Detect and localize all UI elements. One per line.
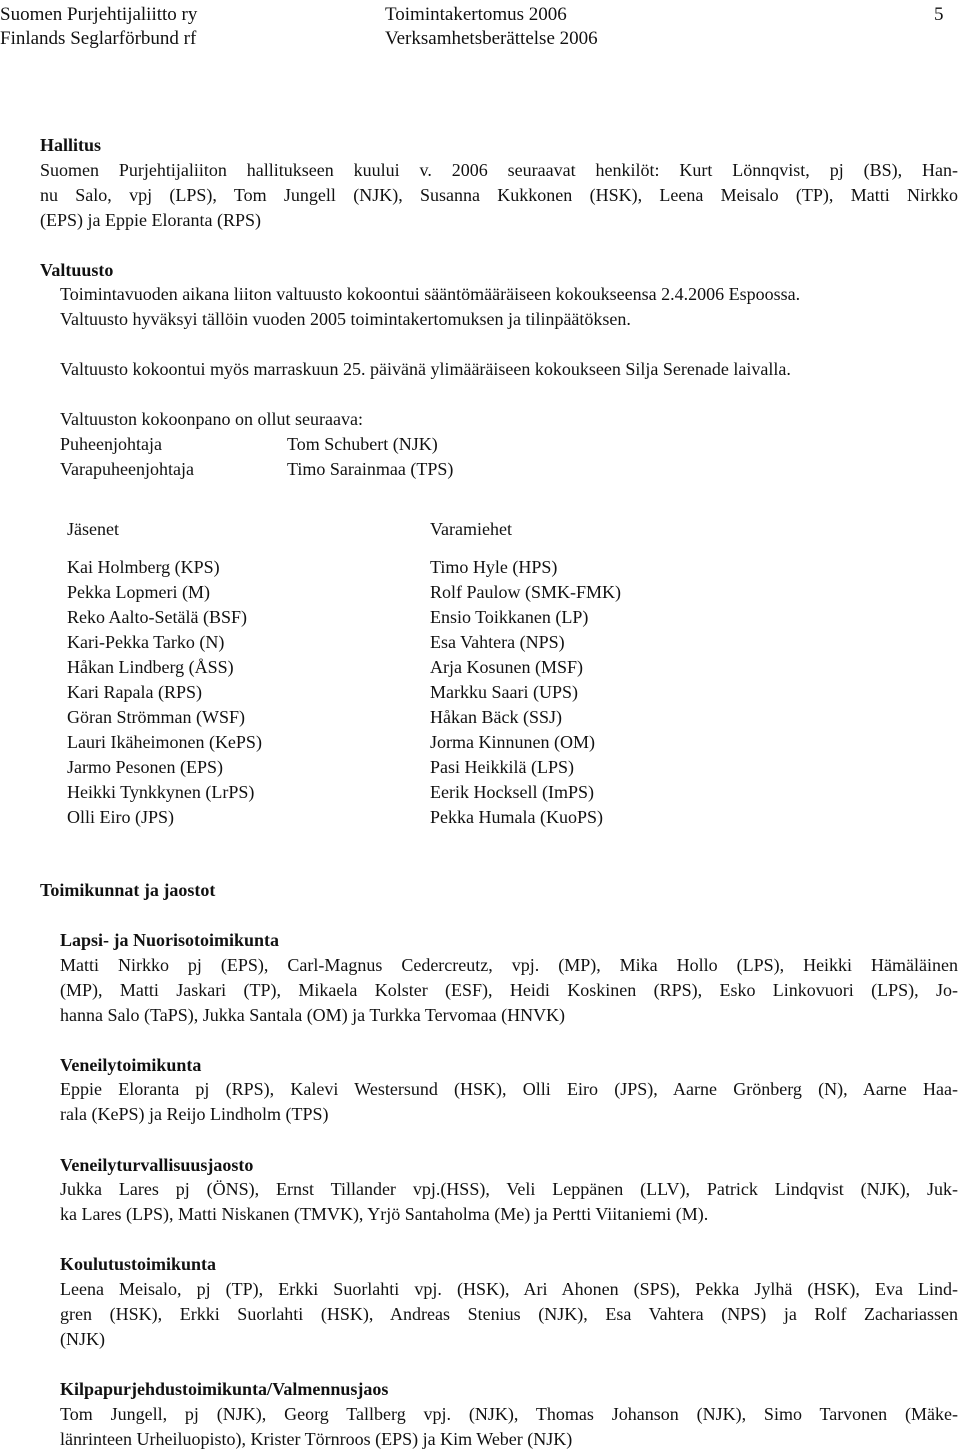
- deputy-item: Pekka Humala (KuoPS): [430, 807, 603, 827]
- committee-name-turvallisuus: Veneilyturvallisuusjaosto: [60, 1155, 254, 1175]
- hallitus-paragraph: [40, 158, 958, 233]
- hallitus-line: nu Salo, vpj (LPS), Tom Jungell (NJK), Susanna Kukkonen (HSK), Leena Meisalo (TP), Matti Nirkko: [40, 185, 958, 205]
- deputy-item: Esa Vahtera (NPS): [430, 632, 565, 652]
- header-report-sv: Verksamhetsberättelse 2006: [385, 28, 598, 49]
- deputy-item: Pasi Heikkilä (LPS): [430, 757, 574, 777]
- committee-members-veneily: [60, 1077, 958, 1127]
- committee-line: Jukka Lares pj (ÖNS), Ernst Tillander vpj.(HSS), Veli Leppänen (LLV), Patrick Lindqvist (NJK), Juk-: [60, 1179, 958, 1199]
- committee-name-kilpapurjehdus: Kilpapurjehdustoimikunta/Valmennusjaos: [60, 1379, 389, 1399]
- member-item: Pekka Lopmeri (M): [67, 582, 210, 602]
- deputy-item: Håkan Bäck (SSJ): [430, 707, 562, 727]
- deputy-item: Eerik Hocksell (ImPS): [430, 782, 594, 802]
- committee-line: Leena Meisalo, pj (TP), Erkki Suorlahti vpj. (HSK), Ari Ahonen (SPS), Pekka Jylhä (HSK), Eva Lind-: [60, 1279, 958, 1299]
- member-item: Olli Eiro (JPS): [67, 807, 175, 827]
- deputy-item: Jorma Kinnunen (OM): [430, 732, 595, 752]
- committee-members-turvallisuus: [60, 1177, 958, 1227]
- deputy-item: Markku Saari (UPS): [430, 682, 578, 702]
- vice-chair-name: Timo Sarainmaa (TPS): [287, 459, 454, 479]
- committee-line: (NJK): [60, 1329, 105, 1349]
- committee-line: Matti Nirkko pj (EPS), Carl-Magnus Cedercreutz, vpj. (MP), Mika Hollo (LPS), Heikki Hämäläinen: [60, 955, 958, 975]
- valtuusto-meeting-line2: Valtuusto hyväksyi tällöin vuoden 2005 toimintakertomuksen ja tilinpäätöksen.: [60, 309, 631, 329]
- page-number: 5: [934, 4, 944, 25]
- chair-name: Tom Schubert (NJK): [287, 434, 438, 454]
- valtuusto-november-meeting: Valtuusto kokoontui myös marraskuun 25. päivänä ylimääräiseen kokoukseen Silja Serenade laivalla.: [60, 359, 791, 379]
- committee-name-koulutus: Koulutustoimikunta: [60, 1254, 217, 1274]
- deputy-item: Timo Hyle (HPS): [430, 557, 558, 577]
- member-item: Håkan Lindberg (ÅSS): [67, 657, 234, 677]
- committee-line: hanna Salo (TaPS), Jukka Santala (OM) ja Turkka Tervomaa (HNVK): [60, 1005, 566, 1025]
- deputy-item: Arja Kosunen (MSF): [430, 657, 583, 677]
- committee-members-koulutus: [60, 1277, 958, 1352]
- member-item: Kari Rapala (RPS): [67, 682, 202, 702]
- committee-line: ka Lares (LPS), Matti Niskanen (TMVK), Yrjö Santaholma (Me) ja Pertti Viitaniemi (M).: [60, 1204, 709, 1224]
- members-list: [67, 555, 262, 830]
- committee-members-kilpapurjehdus: [60, 1402, 958, 1452]
- member-item: Kari-Pekka Tarko (N): [67, 632, 225, 652]
- committee-line: Tom Jungell, pj (NJK), Georg Tallberg vpj. (NJK), Thomas Johanson (NJK), Simo Tarvonen (Mäke-: [60, 1404, 958, 1424]
- committee-members-lapsi: [60, 953, 958, 1028]
- member-item: Kai Holmberg (KPS): [67, 557, 220, 577]
- header-org-sv: Finlands Seglarförbund rf: [0, 28, 197, 49]
- vice-chair-label: Varapuheenjohtaja: [60, 459, 194, 479]
- hallitus-line: (EPS) ja Eppie Eloranta (RPS): [40, 210, 261, 230]
- committee-line: länrinteen Urheiluopisto), Krister Törnroos (EPS) ja Kim Weber (NJK): [60, 1429, 573, 1449]
- committee-name-veneily: Veneilytoimikunta: [60, 1055, 202, 1075]
- valtuusto-meeting-line1: Toimintavuoden aikana liiton valtuusto kokoontui sääntömääräiseen kokoukseensa 2.4.2006 Espoossa.: [60, 284, 801, 304]
- committee-line: (MP), Matti Jaskari (TP), Mikaela Kolster (ESF), Heidi Koskinen (RPS), Esko Linkovuori (LPS), Jo-: [60, 980, 958, 1000]
- member-item: Heikki Tynkkynen (LrPS): [67, 782, 255, 802]
- member-item: Jarmo Pesonen (EPS): [67, 757, 223, 777]
- deputy-item: Rolf Paulow (SMK-FMK): [430, 582, 622, 602]
- member-item: Lauri Ikäheimonen (KePS): [67, 732, 262, 752]
- hallitus-heading: Hallitus: [40, 135, 102, 155]
- deputies-heading: Varamiehet: [430, 519, 512, 539]
- member-item: Göran Strömman (WSF): [67, 707, 245, 727]
- deputy-item: Ensio Toikkanen (LP): [430, 607, 589, 627]
- member-item: Reko Aalto-Setälä (BSF): [67, 607, 247, 627]
- toimikunnat-heading: Toimikunnat ja jaostot: [40, 880, 216, 900]
- members-heading: Jäsenet: [67, 519, 119, 539]
- committee-name-lapsi: Lapsi- ja Nuorisotoimikunta: [60, 930, 280, 950]
- deputies-list: [430, 555, 621, 830]
- valtuusto-heading: Valtuusto: [40, 260, 114, 280]
- valtuusto-composition-intro: Valtuuston kokoonpano on ollut seuraava:: [60, 409, 363, 429]
- hallitus-line: Suomen Purjehtijaliiton hallitukseen kuului v. 2006 seuraavat henkilöt: Kurt Lönnqvist, pj (BS), Han-: [40, 160, 958, 180]
- header-org-fi: Suomen Purjehtijaliitto ry: [0, 4, 198, 25]
- chair-label: Puheenjohtaja: [60, 434, 162, 454]
- header-report-fi: Toimintakertomus 2006: [385, 4, 567, 25]
- committee-line: gren (HSK), Erkki Suorlahti (HSK), Andreas Stenius (NJK), Esa Vahtera (NPS) ja Rolf Zachariassen: [60, 1304, 958, 1324]
- committee-line: Eppie Eloranta pj (RPS), Kalevi Westersund (HSK), Olli Eiro (JPS), Aarne Grönberg (N), Aarne Haa-: [60, 1079, 958, 1099]
- committee-line: rala (KePS) ja Reijo Lindholm (TPS): [60, 1104, 329, 1124]
